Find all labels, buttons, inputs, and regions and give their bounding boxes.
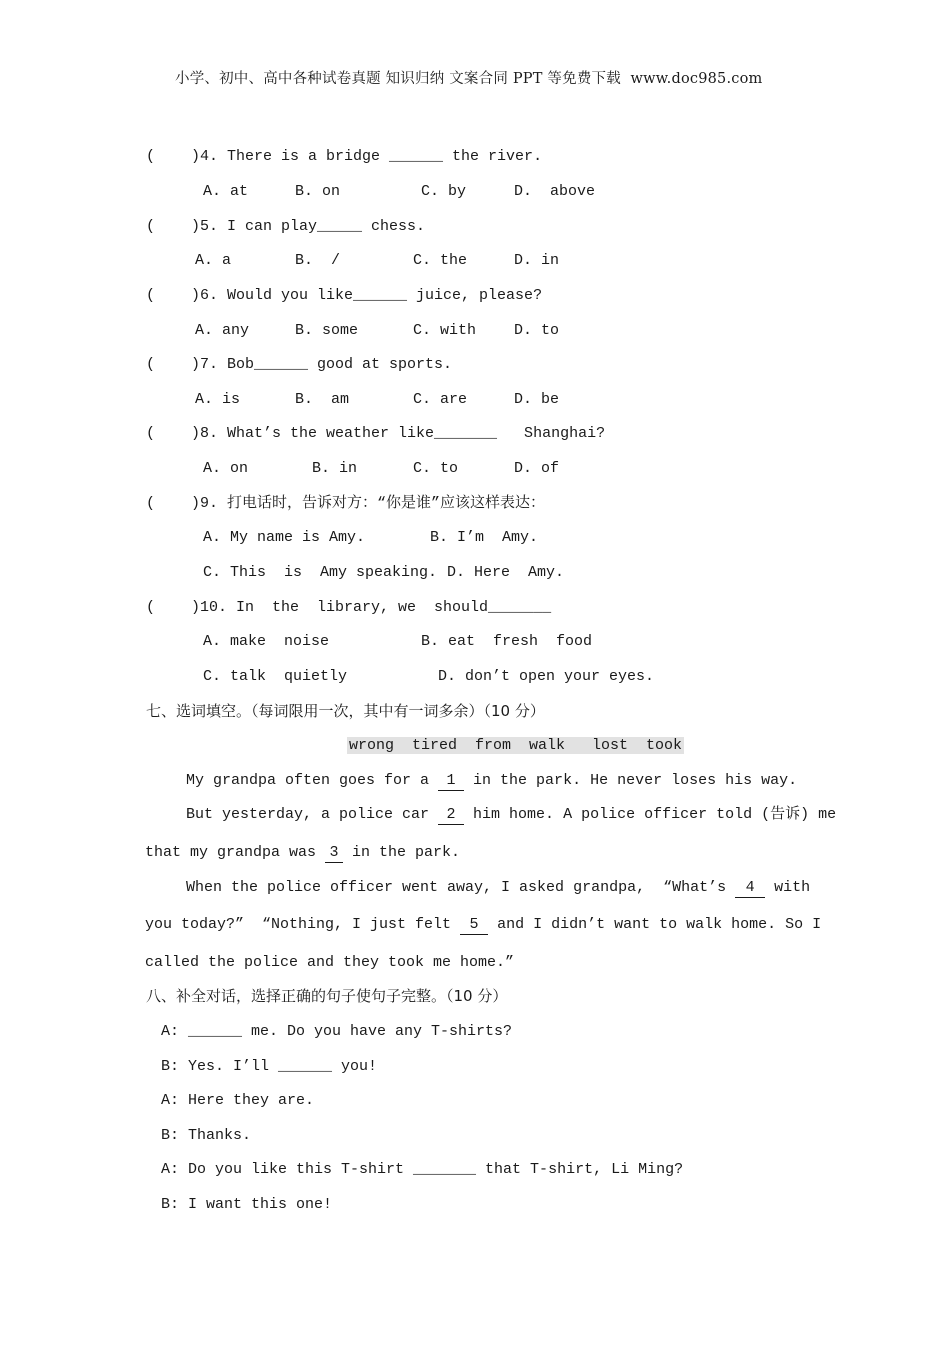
section-7-title: 七、选词填空。（每词限用一次，其中有一词多余）（10 分） <box>146 702 545 720</box>
question-4-option-d: D. above <box>514 183 596 200</box>
word-bank <box>347 736 684 756</box>
question-8-stem: ( )8. What’s the weather like_______ Shanghai? <box>146 425 606 442</box>
question-4-option-a: A. at <box>203 183 249 200</box>
dialogue-line-2: B: Yes. I’ll ______ you! <box>161 1058 378 1075</box>
passage-text: in the park. He never loses his way. <box>464 772 798 789</box>
question-7-option-b: B. am <box>295 391 350 408</box>
passage-text: that my grandpa was <box>145 844 326 861</box>
passage-line-2 <box>186 805 836 825</box>
question-6-option-a: A. any <box>195 322 250 339</box>
question-5-option-b: B. / <box>295 252 341 269</box>
question-8-option-b: B. in <box>312 460 358 477</box>
passage-line-5 <box>145 915 821 935</box>
question-9-option-d: D. Here Amy. <box>447 564 565 581</box>
blank-5: 5 <box>460 916 488 935</box>
blank-2: 2 <box>438 806 464 825</box>
question-9-stem: ( )9. 打电话时，告诉对方：“你是谁”应该这样表达： <box>146 495 546 512</box>
passage-text: you today?” “Nothing, I just felt <box>145 916 461 933</box>
question-9-option-a: A. My name is Amy. <box>203 529 366 546</box>
passage-text: in the park. <box>343 844 461 861</box>
word-bank-text: wrong tired from walk lost took <box>349 737 683 754</box>
question-6-option-c: C. with <box>413 322 477 339</box>
question-9-option-b: B. I’m Amy. <box>430 529 539 546</box>
dialogue-line-4: B: Thanks. <box>161 1127 252 1144</box>
passage-text: and I didn’t want to walk home. So I <box>488 916 822 933</box>
blank-4: 4 <box>735 879 765 898</box>
question-8-option-d: D. of <box>514 460 560 477</box>
section-8-title: 八、补全对话，选择正确的句子使句子完整。（10 分） <box>146 987 508 1005</box>
question-10-option-c: C. talk quietly <box>203 668 348 685</box>
question-5-option-a: A. a <box>195 252 232 269</box>
passage-line-1 <box>186 771 797 791</box>
question-4-option-b: B. on <box>295 183 341 200</box>
passage-text: When the police officer went away, I asked grandpa, “What’s <box>186 879 736 896</box>
passage-line-4 <box>186 878 810 898</box>
blank-3: 3 <box>325 844 343 863</box>
question-6-option-d: D. to <box>514 322 560 339</box>
passage-text: him home. A police officer told (告诉) me <box>464 806 837 823</box>
question-5-option-c: C. the <box>413 252 468 269</box>
question-5-option-d: D. in <box>514 252 560 269</box>
question-4-option-c: C. by <box>421 183 467 200</box>
passage-line-6: called the police and they took me home.” <box>145 954 515 971</box>
question-6-option-b: B. some <box>295 322 359 339</box>
question-10-option-d: D. don’t open your eyes. <box>438 668 655 685</box>
question-10-stem: ( )10. In the library, we should_______ <box>146 599 552 616</box>
dialogue-line-6: B: I want this one! <box>161 1196 333 1213</box>
question-5-stem: ( )5. I can play_____ chess. <box>146 218 426 235</box>
question-7-option-a: A. is <box>195 391 241 408</box>
question-10-option-b: B. eat fresh food <box>421 633 593 650</box>
question-6-stem: ( )6. Would you like______ juice, please? <box>146 287 543 304</box>
question-8-option-a: A. on <box>203 460 249 477</box>
blank-1: 1 <box>438 772 464 791</box>
question-7-option-d: D. be <box>514 391 560 408</box>
passage-text: But yesterday, a police car <box>186 806 439 823</box>
question-10-option-a: A. make noise <box>203 633 330 650</box>
dialogue-line-1: A: ______ me. Do you have any T-shirts? <box>161 1023 513 1040</box>
passage-text: My grandpa often goes for a <box>186 772 439 789</box>
dialogue-line-3: A: Here they are. <box>161 1092 315 1109</box>
page-header: 小学、初中、高中各种试卷真题 知识归纳 文案合同 PPT 等免费下载 www.doc985.com <box>175 71 763 87</box>
passage-text: with <box>765 879 811 896</box>
question-7-option-c: C. are <box>413 391 468 408</box>
question-8-option-c: C. to <box>413 460 459 477</box>
question-7-stem: ( )7. Bob______ good at sports. <box>146 356 453 373</box>
question-9-option-c: C. This is Amy speaking. <box>203 564 438 581</box>
question-4-stem: ( )4. There is a bridge ______ the river. <box>146 148 543 165</box>
dialogue-line-5: A: Do you like this T-shirt _______ that T-shirt, Li Ming? <box>161 1161 684 1178</box>
passage-line-3 <box>145 843 460 863</box>
